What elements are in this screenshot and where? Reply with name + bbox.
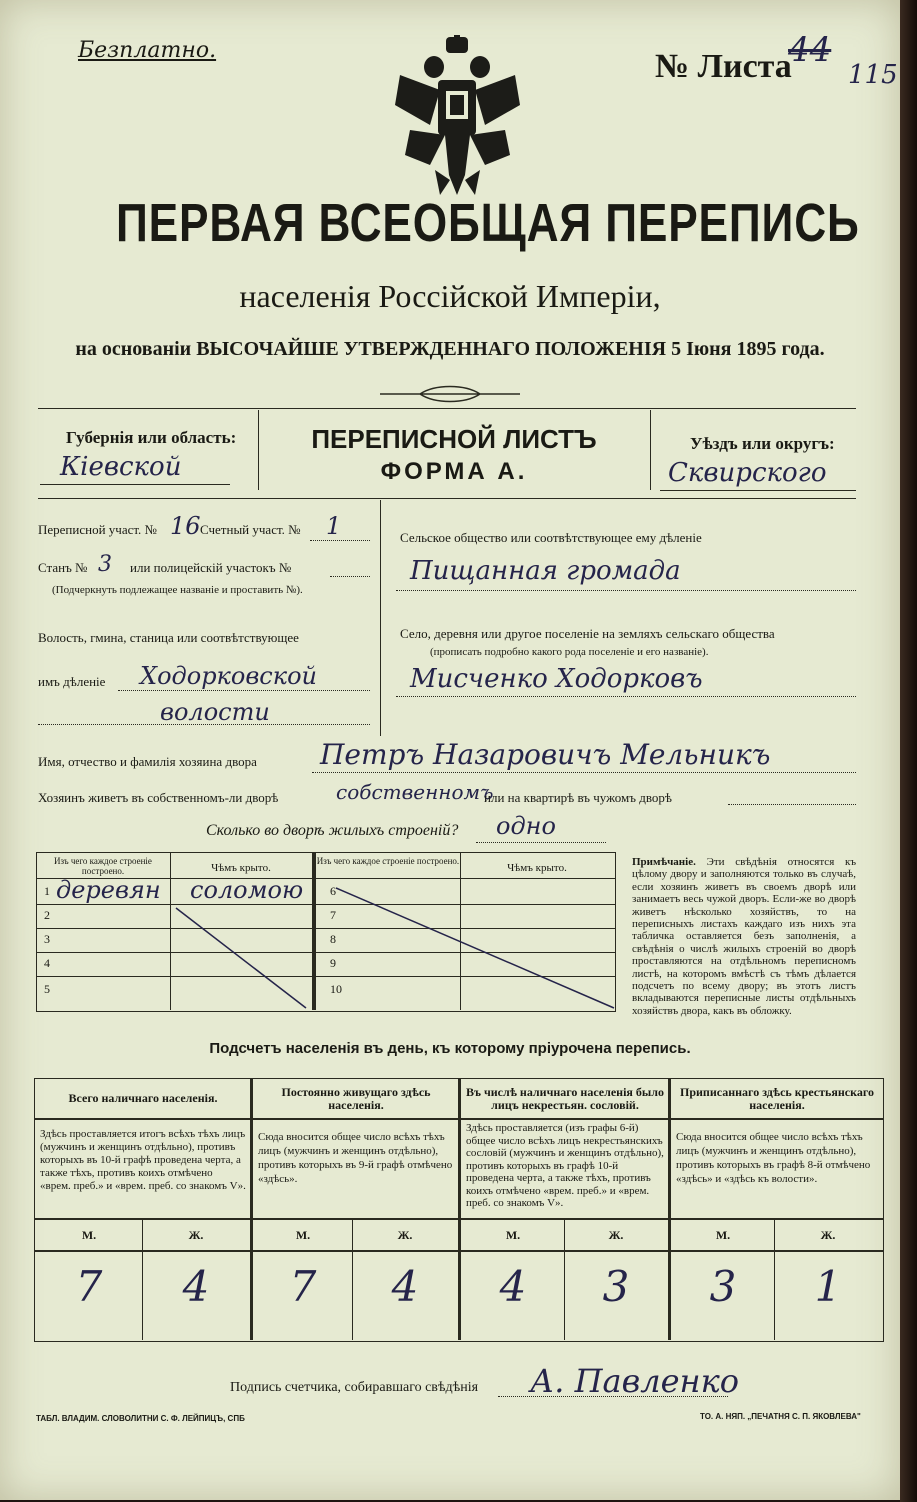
count-col2-desc: Сюда вносится общее число всѣхъ тѣхъ лицъ (мужчинъ и женщинъ отдѣльно), противъ которыхъ въ 9-й графѣ отмѣчено «здѣсь». xyxy=(258,1131,453,1185)
row-num-8: 8 xyxy=(330,932,336,946)
buildings-col-roof-left: Чѣмъ крыто. xyxy=(211,862,271,874)
buildings-col-roof-right: Чѣмъ крыто. xyxy=(507,862,567,874)
police-uchastok-line xyxy=(330,576,370,577)
count-col4-desc: Сюда вносится общее число всѣхъ тѣхъ лицъ (мужчинъ и женщинъ отдѣльно), противъ которыхъ въ графѣ 8-й отмѣчено «здѣсь» и «здѣсь къ волости». xyxy=(676,1131,871,1185)
volost-label: Волость, гмина, станица или соотвѣтствующее xyxy=(38,630,299,645)
count-col2-title: Постоянно живущаго здѣсь населенія. xyxy=(281,1085,431,1112)
volost-line-1 xyxy=(118,690,370,691)
owner-or-line xyxy=(728,804,856,805)
signature-label: Подпись счетчика, собиравшаго свѣдѣнія xyxy=(230,1380,479,1395)
volost-value-1: Ходорковской xyxy=(140,662,317,690)
count-col3-m-value: 4 xyxy=(499,1262,527,1311)
owner-lives-value: собственномъ xyxy=(336,780,494,804)
count-col1-zh: Ж. xyxy=(188,1228,204,1242)
row-num-5: 5 xyxy=(44,982,50,996)
row-num-6: 6 xyxy=(330,884,336,898)
count-col1-m-value: 7 xyxy=(75,1262,103,1311)
count-heading: Подсчетъ населенія въ день, къ которому пріурочена перепись. xyxy=(209,1040,691,1057)
schetn-uchastok-label: Счетный участ. № xyxy=(200,522,301,537)
buildings-value: одно xyxy=(496,812,556,840)
uezd-underline xyxy=(660,490,856,491)
form-top-rule xyxy=(38,408,856,409)
uezd-value: Сквирского xyxy=(668,458,827,488)
society-label: Сельское общество или соотвѣтствующее ему дѣленіе xyxy=(400,530,702,545)
count-col2-zh: Ж. xyxy=(397,1228,413,1242)
form-subtitle: ФОРМА А. xyxy=(380,458,528,485)
owner-or-label: или на квартирѣ въ чужомъ дворѣ xyxy=(484,790,672,805)
sheet-number-value: 44 xyxy=(788,30,832,70)
count-col1-m: М. xyxy=(81,1228,97,1242)
count-col4-zh: Ж. xyxy=(820,1228,836,1242)
sheet-number-value-2: 115 xyxy=(848,60,898,90)
form-title: ПЕРЕПИСНОЙ ЛИСТЪ xyxy=(311,424,597,454)
count-col2-m: М. xyxy=(295,1228,311,1242)
row-num-2: 2 xyxy=(44,908,50,922)
buildings-col-built-right: Изъ чего каждое строеніе построено. xyxy=(316,856,460,866)
page-subtitle: населенія Россійской Имперіи, xyxy=(239,278,661,314)
count-col4-zh-value: 1 xyxy=(814,1262,842,1311)
owner-name-value: Петръ Назаровичъ Мельникъ xyxy=(320,738,771,771)
society-line xyxy=(396,590,856,591)
remark-block xyxy=(632,856,856,1017)
block-divider xyxy=(380,500,381,736)
signature-value: А. Павленко xyxy=(530,1362,739,1400)
row-num-4: 4 xyxy=(44,956,50,970)
basis-line: на основаніи ВЫСОЧАЙШЕ УТВЕРЖДЕННАГО ПОЛОЖЕНІЯ 5 Іюня 1895 года. xyxy=(75,338,825,360)
count-mz-rule xyxy=(34,1250,884,1252)
owner-name-label: Имя, отчество и фамилія хозяина двора xyxy=(38,754,257,769)
remark-text: Эти свѣдѣнія относятся къ цѣлому двору и заполняются только въ случаѣ, если хозяинъ живетъ въ своемъ дворѣ или занимаетъ весь чужой дворъ. Если-же во дворѣ живетъ нѣсколько хозяйствъ, то на переписныхъ листахъ каждаго изъ нихъ эта табличка оставляется безъ заполненія, а свѣдѣнія о числѣ жилыхъ строеній во дворѣ проставляются на отдѣльномъ переписномъ листѣ, на которомъ вмѣстѣ съ тѣмъ дѣлается подсчетъ по всему двору; въ этотъ листъ вкладываются переписные листы отдѣльныхъ хозяйствъ двора, какъ въ обложку. xyxy=(632,856,857,1017)
gubernia-underline xyxy=(40,484,230,485)
schetn-uchastok-line xyxy=(310,540,370,541)
count-col3-zh-value: 3 xyxy=(602,1262,630,1311)
row-num-3: 3 xyxy=(44,932,50,946)
free-label: Безплатно. xyxy=(78,38,217,63)
buildings-line xyxy=(476,842,606,843)
crossout-strokes xyxy=(36,878,616,1010)
uezd-label: Уѣздъ или округъ: xyxy=(690,434,835,453)
gubernia-value: Кіевской xyxy=(60,452,182,482)
village-value: Мисченко Ходорковъ xyxy=(410,664,703,694)
double-headed-eagle-emblem xyxy=(390,35,525,200)
count-col3-title: Въ числѣ наличнаго населенія было лицъ некрестьян. сословій. xyxy=(465,1085,665,1112)
row-num-7: 7 xyxy=(330,908,336,922)
volost-line-2 xyxy=(38,724,370,725)
schetn-uchastok-value: 1 xyxy=(326,512,342,540)
owner-name-line xyxy=(312,772,856,773)
count-col3-m: М. xyxy=(505,1228,521,1242)
row-num-1: 1 xyxy=(44,884,50,898)
count-col1-desc: Здѣсь проставляется итогъ всѣхъ тѣхъ лицъ (мужчинъ и женщинъ отдѣльно), противъ которыхъ въ 10-й графѣ проведена черта, а также тѣхъ, противъ коихъ отмѣчено «врем. преб.» и «врем. преб. со знакомъ V». xyxy=(40,1128,246,1192)
count-col1-title: Всего наличнаго населенія. xyxy=(68,1091,218,1105)
owner-lives-label: Хозяинъ живетъ въ собственномъ-ли дворѣ xyxy=(38,790,279,805)
count-desc-rule xyxy=(34,1218,884,1220)
count-col2-m-value: 7 xyxy=(289,1262,317,1311)
sheet-number-label: № Листа xyxy=(655,48,792,85)
row-num-10: 10 xyxy=(330,982,342,996)
count-col3-desc: Здѣсь проставляется (изъ графы 6-й) общее число всѣхъ лицъ некрестьянскихъ сословій (мужчинъ и женщинъ отдѣльно), противъ которыхъ въ графѣ 10-й проведена черта, а также тѣхъ, противъ коихъ отмѣчено «врем. преб.» и «врем. преб. со знакомъ V». xyxy=(466,1122,664,1209)
row1-built-value: деревян xyxy=(56,876,161,904)
perepis-uchastok-value: 16 xyxy=(170,512,201,540)
footer-right: ТО. А. НЯП. „ПЕЧАТНЯ С. П. ЯКОВЛЕВА" xyxy=(700,1412,861,1421)
row-num-9: 9 xyxy=(330,956,336,970)
village-note: (прописать подробно какого рода поселеніе и его названіе). xyxy=(430,646,709,658)
count-col2-zh-value: 4 xyxy=(391,1262,419,1311)
stan-value: 3 xyxy=(98,552,112,577)
count-col4-title: Приписаннаго здѣсь крестьянскаго населенія. xyxy=(680,1085,874,1112)
page-title: ПЕРВАЯ ВСЕОБЩАЯ ПЕРЕПИСЬ xyxy=(116,193,860,253)
count-col1-zh-value: 4 xyxy=(182,1262,210,1311)
volost-value-2: волости xyxy=(160,698,270,726)
form-divider-right xyxy=(650,410,651,490)
form-header-bottom-rule xyxy=(38,498,856,499)
remark-title: Примѣчаніе. xyxy=(632,856,696,868)
village-label: Село, деревня или другое поселеніе на земляхъ сельскаго общества xyxy=(400,626,775,641)
underline-note: (Подчеркнуть подлежащее названіе и проставить №). xyxy=(52,584,303,596)
count-col4-m-value: 3 xyxy=(709,1262,737,1311)
perepis-uchastok-label: Переписной участ. № xyxy=(38,522,157,537)
gubernia-label: Губернія или область: xyxy=(66,428,237,447)
footer-left: ТАБЛ. ВЛАДИМ. СЛОВОЛИТНИ С. Ф. ЛЕЙПИЦЪ, СПБ xyxy=(36,1414,245,1423)
society-value: Пищанная громада xyxy=(410,556,681,586)
volost-label-2: имъ дѣленіе xyxy=(38,674,106,689)
police-uchastok-label: или полицейскій участокъ № xyxy=(130,560,292,575)
count-col3-zh: Ж. xyxy=(608,1228,624,1242)
count-title-rule xyxy=(34,1118,884,1120)
buildings-label: Сколько во дворѣ жилыхъ строеній? xyxy=(206,822,459,839)
ornament-divider xyxy=(380,384,520,404)
count-col4-m: М. xyxy=(715,1228,731,1242)
buildings-col-built-left: Изъ чего каждое строеніе построено. xyxy=(54,856,152,876)
page-edge xyxy=(900,0,917,1502)
village-line xyxy=(396,696,856,697)
stan-label: Станъ № xyxy=(38,560,88,575)
row1-roof-value: соломою xyxy=(190,876,304,904)
